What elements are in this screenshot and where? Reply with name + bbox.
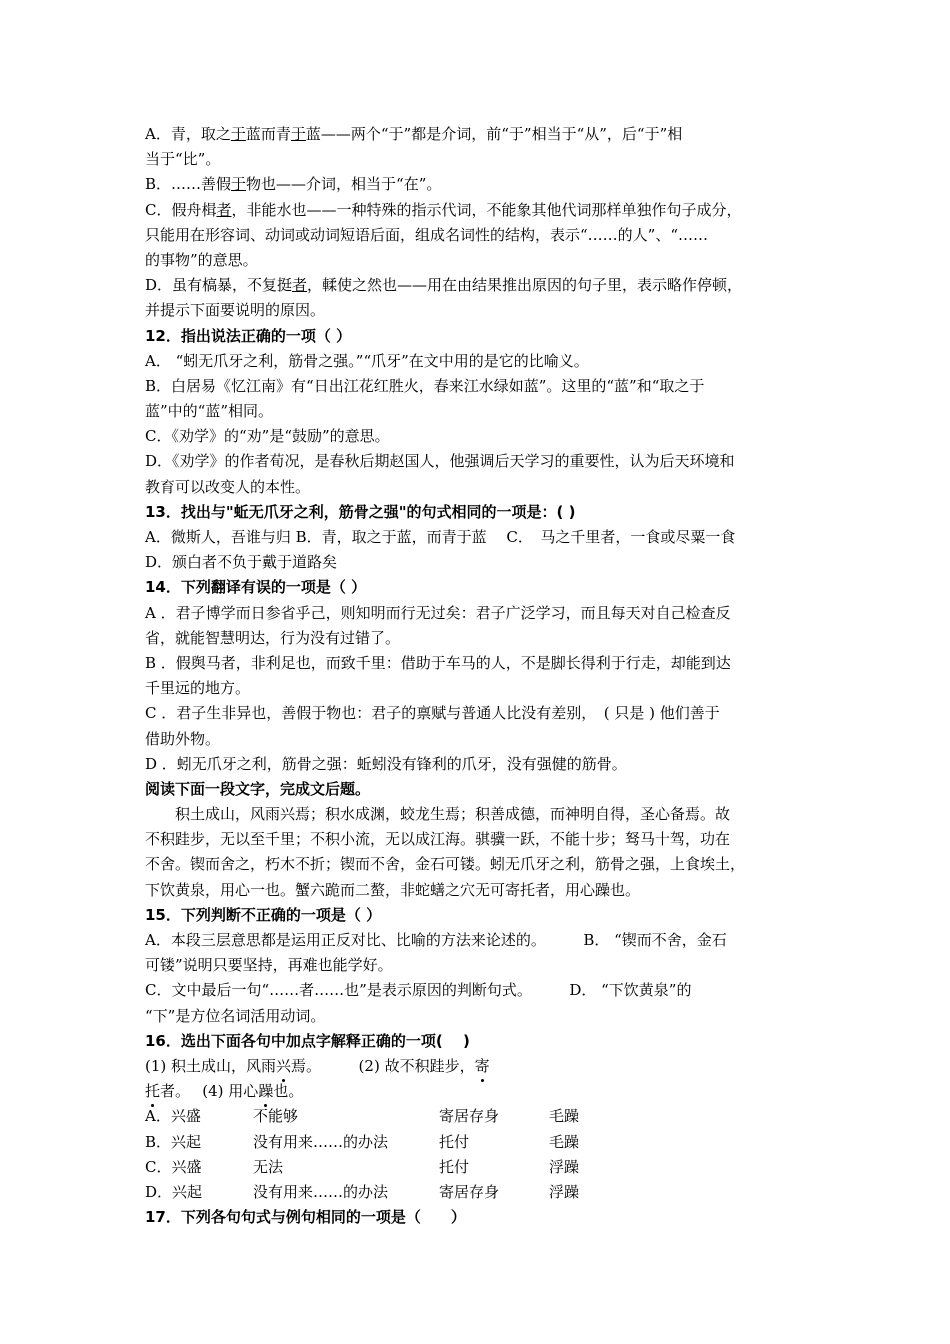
q14-option-b-line2: 千里远的地方。 bbox=[145, 679, 251, 698]
reading-passage-line3: 不舍。锲而舍之，朽木不折；锲而不舍，金石可镂。蚓无爪牙之利，筋骨之强，上食埃土， bbox=[145, 855, 746, 874]
underlined-char: 于 bbox=[290, 125, 306, 143]
q17-title: 17．下列各句句式与例句相同的一项是（ ） bbox=[145, 1208, 466, 1227]
q12-title: 12．指出说法正确的一项（ ） bbox=[145, 326, 352, 345]
underlined-char: 者 bbox=[216, 200, 232, 219]
reading-passage-line1: 积土成山，风雨兴焉；积水成渊，蛟龙生焉；积善成德，而神明自得，圣心备焉。故 bbox=[175, 805, 731, 824]
q16-option-a: A．兴盛 不能够 寄居存身 毛躁 bbox=[145, 1107, 580, 1126]
q11-option-a-line2: 当于“比”。 bbox=[145, 150, 221, 169]
underlined-char: 者 bbox=[292, 276, 308, 295]
q12-option-d-line2: 教育可以改变人的本性。 bbox=[145, 477, 311, 496]
q12-option-a: A． “蚓无爪牙之利，筋骨之强。”“爪牙”在文中用的是它的比喻义。 bbox=[145, 351, 589, 370]
dotted-char: 躁 bbox=[258, 1079, 273, 1104]
reading-passage-line4: 下饮黄泉，用心一也。蟹六跪而二螯，非蛇蟮之穴无可寄托者，用心躁也。 bbox=[145, 880, 641, 899]
q14-option-a-line2: 省，就能智慧明达，行为没有过错了。 bbox=[145, 628, 401, 647]
underlined-char: 于 bbox=[230, 125, 246, 143]
q16-sentences-line1: (1) 积土成山，风雨兴焉。 (2) 故不积跬步，寄 bbox=[145, 1054, 815, 1079]
q16-sentences-line2: 托者。 (4) 用心躁也。 bbox=[145, 1079, 815, 1104]
q11-option-c-line2: 只能用在形容词、动词或动词短语后面，组成名词性的结构，表示“……的人”、“…… bbox=[145, 225, 709, 244]
q13-options-abc: A．微斯人，吾谁与归 B．青，取之于蓝，而青于蓝 C． 马之千里者，一食或尽粟一食 bbox=[145, 528, 736, 546]
reading-passage-line2: 不积跬步，无以至千里；不积小流，无以成江海。骐骥一跃，不能十步；驽马十驾，功在 bbox=[145, 830, 731, 849]
q14-option-a-line1: A ．君子博学而日参省乎己，则知明而行无过矣：君子广泛学习，而且每天对自己检查反 bbox=[145, 603, 731, 622]
q15-options-cd-line1: C．文中最后一句“……者……也”是表示原因的判断句式。 D． “下饮黄泉”的 bbox=[145, 981, 692, 1000]
q16-option-c: C．兴盛 无法 托付 浮躁 bbox=[145, 1157, 580, 1176]
q14-title: 14．下列翻译有误的一项是（ ） bbox=[145, 578, 367, 597]
q13-title: 13．找出与"蚯无爪牙之利，筋骨之强"的句式相同的一项是：( ) bbox=[145, 502, 576, 521]
q15-options-cd-line2: “下”是方位名词活用动词。 bbox=[145, 1006, 326, 1025]
dotted-char: 托 bbox=[145, 1079, 160, 1104]
q16-option-d: D．兴起 没有用来……的办法 寄居存身 浮躁 bbox=[145, 1182, 580, 1201]
q15-title: 15．下列判断不正确的一项是（ ） bbox=[145, 905, 382, 924]
q11-option-d-line1: D．虽有槁暴，不复挺者，輮使之然也——用在由结果推出原因的句子里，表示略作停顿， bbox=[145, 276, 743, 295]
q14-option-b-line1: B ．假舆马者，非利足也，而致千里：借助于车马的人，不是脚长得利于行走，却能到达 bbox=[145, 653, 731, 672]
dotted-char: 寄 bbox=[475, 1054, 490, 1079]
q12-option-b-line2: 蓝”中的“蓝”相同。 bbox=[145, 402, 274, 421]
q14-option-c-line1: C ．君子生非异也，善假于物也：君子的禀赋与普通人比没有差别， ( 只是 ) 他们善于 bbox=[145, 704, 720, 723]
q12-option-b-line1: B．白居易《忆江南》有“日出江花红胜火，春来江水绿如蓝”。这里的“蓝”和“取之于 bbox=[145, 376, 705, 395]
q15-options-ab-line1: A．本段三层意思都是运用正反对比、比喻的方法来论述的。 B． “锲而不舍，金石 bbox=[145, 931, 727, 949]
q16-option-b: B．兴起 没有用来……的办法 托付 毛躁 bbox=[145, 1132, 580, 1151]
document-page bbox=[145, 122, 815, 1230]
q16-title: 16．选出下面各句中加点字解释正确的一项( ) bbox=[145, 1031, 470, 1050]
reading-title: 阅读下面一段文字，完成文后题。 bbox=[145, 779, 371, 798]
q14-option-d: D ．蚓无爪牙之利，筋骨之强：蚯蚓没有锋利的爪牙，没有强健的筋骨。 bbox=[145, 754, 627, 773]
q15-options-ab-line2: 可镂”说明只要坚持，再难也能学好。 bbox=[145, 956, 393, 975]
q11-option-b: B．……善假于物也——介词，相当于“在”。 bbox=[145, 175, 442, 194]
q11-option-d-line2: 并提示下面要说明的原因。 bbox=[145, 301, 326, 320]
q12-option-c: C．《劝学》的“劝”是“鼓励”的意思。 bbox=[145, 427, 390, 446]
q12-option-d-line1: D．《劝学》的作者荀况，是春秋后期赵国人，他强调后天学习的重要性，认为后天环境和 bbox=[145, 452, 735, 471]
underlined-char: 于 bbox=[231, 175, 247, 194]
q11-option-a-line1: A．青，取之于蓝而青于蓝——两个“于”都是介词，前“于”相当于“从”，后“于”相 bbox=[145, 125, 683, 143]
q14-option-c-line2: 借助外物。 bbox=[145, 729, 221, 748]
dotted-char: 兴 bbox=[276, 1054, 291, 1079]
q13-option-d: D．颁白者不负于戴于道路矣 bbox=[145, 553, 338, 572]
q11-option-c-line1: C．假舟楫者，非能水也——一种特殊的指示代词，不能象其他代词那样单独作句子成分， bbox=[145, 200, 742, 219]
q11-option-c-line3: 的事物”的意思。 bbox=[145, 250, 258, 269]
